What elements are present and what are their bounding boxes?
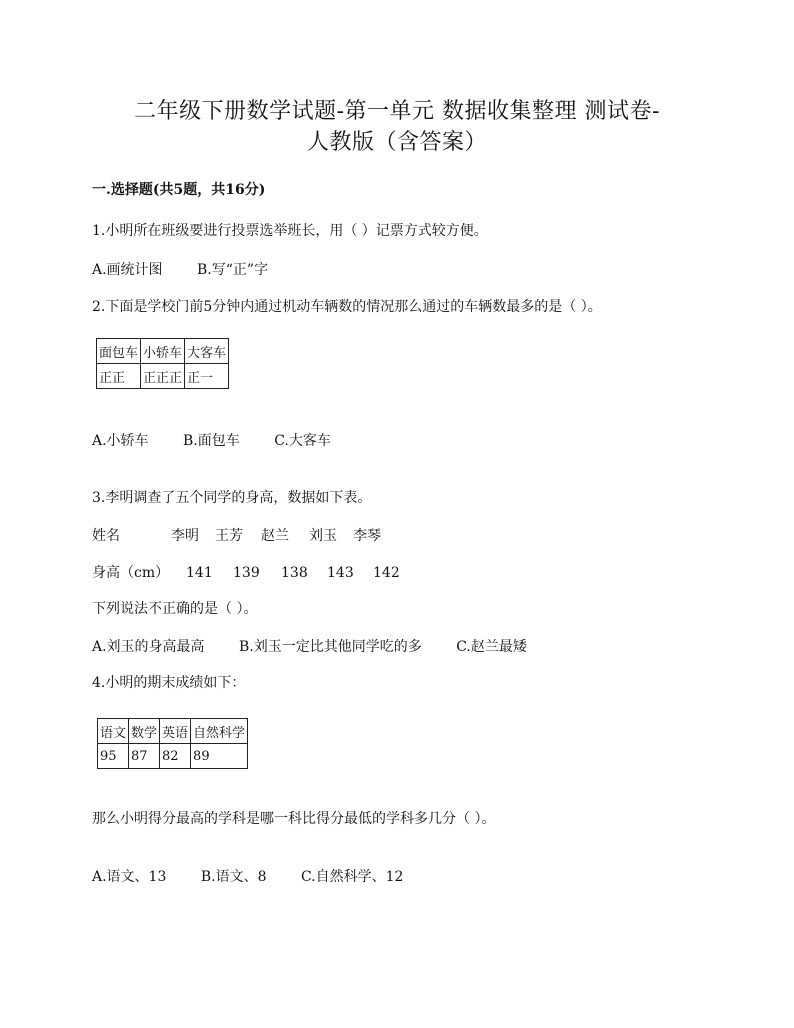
score-table	[97, 718, 248, 769]
table-header-cell: 数学	[129, 719, 160, 744]
name-cell: 刘玉	[309, 528, 337, 544]
table-cell: 89	[191, 744, 248, 769]
table-header-row	[98, 719, 248, 744]
table-header-cell: 英语	[160, 719, 191, 744]
question-3-prompt: 下列说法不正确的是（ ）。	[92, 601, 258, 617]
table-cell: 87	[129, 744, 160, 769]
page-title-line1: 二年级下册数学试题-第一单元 数据收集整理 测试卷-	[134, 99, 660, 124]
option-b: B.语文、8	[200, 869, 267, 885]
height-cell: 141	[186, 565, 213, 581]
height-cell: 139	[233, 565, 260, 581]
table-cell: 正正正	[141, 364, 185, 389]
option-b: B.面包车	[183, 433, 240, 449]
name-cell: 李琴	[353, 528, 381, 544]
height-cell: 143	[327, 565, 354, 581]
name-cell: 李明	[171, 528, 199, 544]
table-header-cell: 语文	[98, 719, 129, 744]
table-cell: 正正	[97, 364, 141, 389]
question-2-text: 2.下面是学校门前5分钟内通过机动车辆数的情况那么通过的车辆数最多的是（ ）。	[92, 299, 602, 315]
question-1-text: 1.小明所在班级要进行投票选举班长，用（ ）记票方式较方便。	[92, 223, 488, 239]
table-header-row	[97, 339, 229, 364]
table-cell: 95	[98, 744, 129, 769]
question-4-text: 4.小明的期末成绩如下：	[92, 675, 246, 691]
option-c: C.自然科学、12	[300, 869, 404, 885]
name-label: 姓名	[92, 528, 120, 544]
question-3-options	[92, 638, 527, 656]
table-row	[98, 744, 248, 769]
option-a: A.画统计图	[92, 262, 163, 278]
option-b: B.刘玉一定比其他同学吃的多	[239, 639, 422, 655]
table-row	[97, 364, 229, 389]
option-a: A.语文、13	[92, 869, 167, 885]
vehicle-table	[96, 338, 229, 389]
table-header-cell: 小轿车	[141, 339, 185, 364]
question-2-options	[92, 432, 331, 450]
table-header-cell: 面包车	[97, 339, 141, 364]
table-cell: 82	[160, 744, 191, 769]
name-cell: 王芳	[215, 528, 243, 544]
question-4-options	[92, 868, 403, 886]
name-cell: 赵兰	[261, 528, 289, 544]
height-label: 身高（cm）	[92, 565, 170, 581]
height-row	[92, 564, 412, 582]
table-header-cell: 大客车	[185, 339, 229, 364]
height-cell: 138	[281, 565, 308, 581]
option-c: C.赵兰最矮	[456, 639, 527, 655]
page-title-line2: 人教版（含答案）	[306, 130, 487, 155]
height-cell: 142	[373, 565, 400, 581]
question-3-text: 3.李明调查了五个同学的身高，数据如下表。	[92, 490, 372, 506]
option-a: A.小轿车	[92, 433, 149, 449]
name-row	[92, 527, 412, 545]
option-a: A.刘玉的身高最高	[92, 639, 205, 655]
question-1-options	[92, 261, 268, 279]
option-b: B.写“正”字	[197, 262, 269, 278]
table-header-cell: 自然科学	[191, 719, 248, 744]
table-cell: 正一	[185, 364, 229, 389]
option-c: C.大客车	[274, 433, 331, 449]
section-heading: 一.选择题(共5题，共16分)	[92, 182, 266, 198]
question-4-prompt: 那么小明得分最高的学科是哪一科比得分最低的学科多几分（ ）。	[92, 811, 496, 827]
